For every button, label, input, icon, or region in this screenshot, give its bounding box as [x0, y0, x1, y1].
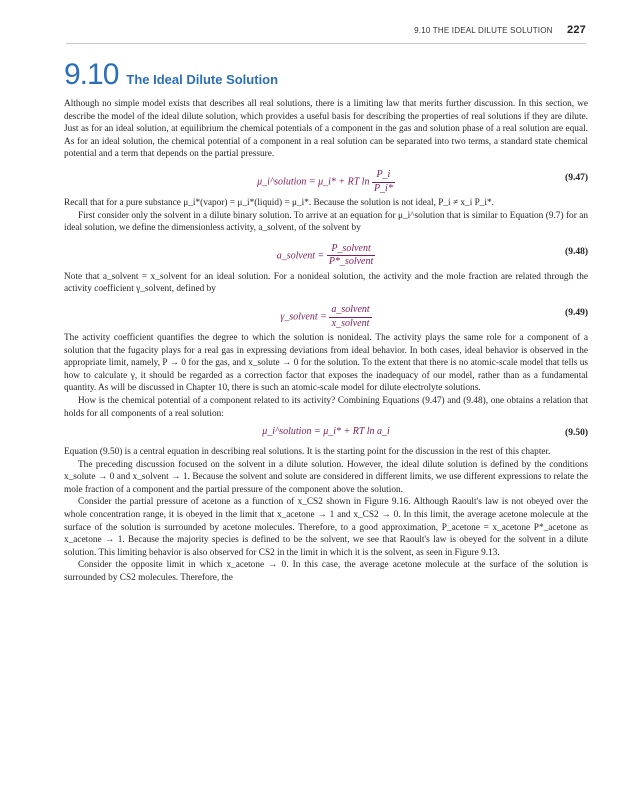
paragraph-solvent: First consider only the solvent in a dilute binary solution. To arrive at an equation for μ_i^solution that is similar to Equation (9.7) for an ideal solution, we define the dimensionless activity, a_solvent, of the solvent by — [64, 210, 588, 234]
eq-9-47-denominator: P_i* — [373, 182, 393, 194]
eq-9-50-number: (9.50) — [565, 428, 588, 439]
section-title: The Ideal Dilute Solution — [126, 72, 279, 87]
equation-9-48 — [64, 237, 588, 269]
eq-9-47-numerator: P_i — [372, 169, 395, 183]
eq-9-48-left: a_solvent = — [276, 250, 325, 262]
paragraph-activity-coefficient: The activity coefficient quantifies the degree to which the solution is nonideal. The activity plays the same role for a component of a solution that the fugacity plays for a real gas in expressing deviations from ideal behavior. In both cases, ideal behavior is observed in the appropriate limit, namely, P → 0 for the gas, and x_solute → 0 for the solution. To the extent that there is no atomic-scale model that tells us how to calculate γ, it should be regarded as a correction factor that exposes the inadequacy of our model, rather than as a fundamental quantity. As will be discussed in Chapter 10, there is such an atomic-scale model for dilute electrolyte solutions. — [64, 332, 588, 394]
paragraph-ideal-dilute: The preceding discussion focused on the solvent in a dilute solution. However, the ideal dilute solution is defined by the conditions x_solute → 0 and x_solvent → 1. Because the solvent and solute are considered in different limits, we use different expressions to relate the mole fraction of a component and the partial pressure of the component above the solution. — [64, 459, 588, 495]
eq-9-48-number: (9.48) — [565, 246, 588, 257]
eq-9-50-body: μ_i^solution = μ_i* + RT ln a_i — [262, 426, 390, 438]
paragraph-central-equation: Equation (9.50) is a central equation in describing real solutions. It is the starting point for the discussion in the rest of this chapter. — [64, 447, 551, 458]
paragraph-chemical-potential: How is the chemical potential of a component related to its activity? Combining Equations (9.47) and (9.48), one obtains a relation that holds for all components of a real solution: — [64, 395, 588, 419]
eq-9-49-numerator: a_solvent — [329, 304, 371, 318]
eq-9-49-fraction — [329, 304, 371, 330]
eq-9-47-fraction — [372, 169, 395, 195]
paragraph-intro: Although no simple model exists that describes all real solutions, there is a limiting law that merits further discussion. In this section, we describe the model of the ideal dilute solution, which provides a useful basis for describing the properties of real solutions if they are dilute. Just as for an ideal solution, at equilibrium the chemical potentials of a component in the gas and solution phase of a real solution are equal. As for an ideal solution, the chemical potential of a component in a real solution can be separated into two terms, a standard state chemical potential and a term that depends on the partial pressure. — [64, 99, 588, 160]
eq-9-49-number: (9.49) — [565, 307, 588, 318]
paragraph-recall: Recall that for a pure substance μ_i*(vapor) = μ_i*(liquid) = μ_i*. Because the solution is not ideal, P_i ≠ x_i P_i*. — [64, 197, 494, 208]
eq-9-49-left: γ_solvent = — [280, 311, 327, 323]
running-header — [414, 24, 586, 36]
paragraph-activity: Note that a_solvent = x_solvent for an ideal solution. For a nonideal solution, the activity and the mole fraction are related through the activity coefficient γ_solvent, defined by — [64, 271, 588, 295]
paragraph-opposite-limit: Consider the opposite limit in which x_acetone → 0. In this case, the average acetone molecule at the surface of the solution is surrounded by CS2 molecules. Therefore, the — [64, 560, 588, 584]
running-title: 9.10 THE IDEAL DILUTE SOLUTION — [414, 26, 553, 35]
eq-9-48-denominator: P*_solvent — [328, 256, 374, 268]
section-heading — [64, 58, 278, 92]
eq-9-48-fraction — [327, 243, 375, 269]
equation-9-50 — [64, 422, 588, 444]
equation-9-47 — [64, 163, 588, 195]
eq-9-47-left: μ_i^solution = μ_i* + RT ln — [257, 176, 370, 188]
eq-9-47-number: (9.47) — [565, 172, 588, 183]
eq-9-49-denominator: x_solvent — [331, 317, 370, 329]
body-text — [64, 98, 588, 585]
header-rule — [66, 43, 586, 44]
eq-9-48-numerator: P_solvent — [327, 243, 375, 257]
section-number: 9.10 — [64, 58, 119, 91]
paragraph-acetone: Consider the partial pressure of acetone as a function of x_CS2 shown in Figure 9.16. Although Raoult's law is not obeyed over the whole concentration range, it is obeyed in the limit that x_acetone → 1 and x_CS2 → 0. In this limit, the average acetone molecule at the surface of the solution is surrounded by acetone molecules. Therefore, to a good approximation, P_acetone = x_acetone P*_acetone as x_acetone → 1. Because the majority species is defined to be the solvent, we see that Raoult's law is obeyed for the solvent in a dilute solution. This limiting behavior is also observed for CS2 in the limit in which it is the solvent, as seen in Figure 9.13. — [64, 497, 588, 558]
page-number: 227 — [567, 24, 586, 36]
equation-9-49 — [64, 298, 588, 330]
